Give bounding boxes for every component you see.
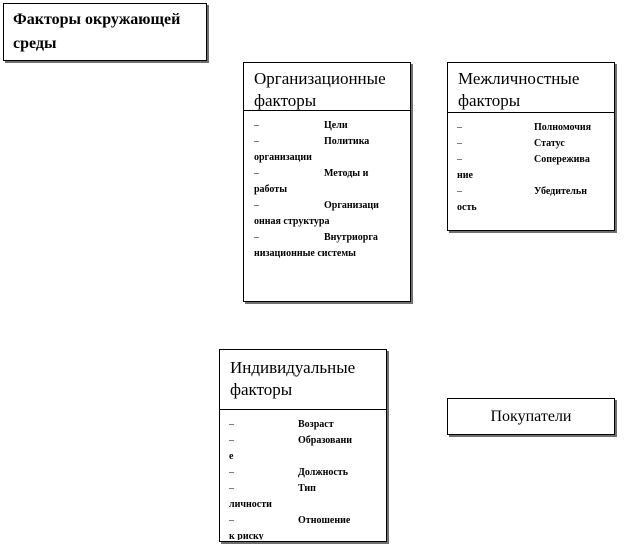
factor-dash: – <box>229 419 234 430</box>
interpersonal-factors-list <box>448 113 614 220</box>
environment-factors-title <box>13 8 197 56</box>
buyers-title: Покупатели <box>490 407 572 425</box>
interpersonal-title-line1: Межличностные <box>458 69 580 88</box>
factor-dash: – <box>229 515 234 526</box>
factor-name-continuation: низационные системы <box>254 248 356 259</box>
buyers-box <box>447 398 615 435</box>
individual-factors-list <box>220 410 386 540</box>
factor-item <box>254 134 382 166</box>
individual-title-line1: Индивидуальные <box>230 358 356 377</box>
factor-name: Отношение <box>298 515 351 526</box>
factor-name-continuation: личности <box>229 499 272 510</box>
factor-dash: – <box>457 154 462 165</box>
factor-name: Цели <box>324 120 348 131</box>
factor-name: Внутриорга <box>324 232 378 243</box>
factor-name: Методы и <box>324 168 369 179</box>
individual-factors-box <box>219 349 387 542</box>
factor-item <box>254 166 382 198</box>
factor-name-continuation: онная структура <box>254 216 330 227</box>
factor-name: Сопережива <box>534 154 590 165</box>
factor-item <box>457 136 602 152</box>
factor-dash: – <box>254 136 259 147</box>
organizational-factors-box <box>243 62 411 302</box>
factor-item <box>457 152 602 184</box>
factor-dash: – <box>457 186 462 197</box>
factor-item <box>254 230 382 262</box>
factor-item <box>229 513 368 540</box>
factor-name-continuation: организации <box>254 152 312 163</box>
factor-name: Политика <box>324 136 370 147</box>
factor-name: Возраст <box>298 419 334 430</box>
organizational-factors-list <box>244 111 410 266</box>
factor-name: Тип <box>298 483 316 494</box>
factor-dash: – <box>229 483 234 494</box>
factor-dash: – <box>254 232 259 243</box>
organizational-title-line1: Организационные <box>254 69 386 88</box>
factor-dash: – <box>254 200 259 211</box>
interpersonal-factors-box <box>447 62 615 231</box>
factor-item <box>457 184 602 216</box>
factor-item <box>457 120 602 136</box>
factor-item <box>229 465 368 481</box>
factor-dash: – <box>254 168 259 179</box>
interpersonal-factors-header <box>448 63 614 113</box>
individual-factors-header <box>220 350 386 410</box>
environment-title-line1: Факторы окружающей <box>13 11 181 28</box>
factor-name: Убедительн <box>534 186 587 197</box>
factor-name: Должность <box>298 467 349 478</box>
factor-name: Статус <box>534 138 565 149</box>
factor-dash: – <box>229 435 234 446</box>
factor-item <box>254 118 382 134</box>
organizational-factors-header <box>244 63 410 111</box>
factor-item <box>229 433 368 465</box>
factor-name: Полномочия <box>534 122 592 133</box>
factor-dash: – <box>254 120 259 131</box>
factor-name-continuation: ость <box>457 202 477 213</box>
factor-name-continuation: е <box>229 451 234 462</box>
factor-dash: – <box>229 467 234 478</box>
factor-name: Образовани <box>298 435 352 446</box>
interpersonal-title-line2: факторы <box>458 91 521 110</box>
factor-name: Организаци <box>324 200 379 211</box>
environment-factors-box <box>3 3 207 61</box>
factor-item <box>254 198 382 230</box>
factor-dash: – <box>457 138 462 149</box>
factor-name-continuation: работы <box>254 184 288 195</box>
factor-dash: – <box>457 122 462 133</box>
organizational-title-line2: факторы <box>254 91 317 110</box>
individual-title-line2: факторы <box>230 380 293 399</box>
factor-name-continuation: ние <box>457 170 473 181</box>
factor-item <box>229 417 368 433</box>
environment-title-line2: среды <box>13 35 57 52</box>
factor-name-continuation: к риску <box>229 531 264 540</box>
factor-item <box>229 481 368 513</box>
